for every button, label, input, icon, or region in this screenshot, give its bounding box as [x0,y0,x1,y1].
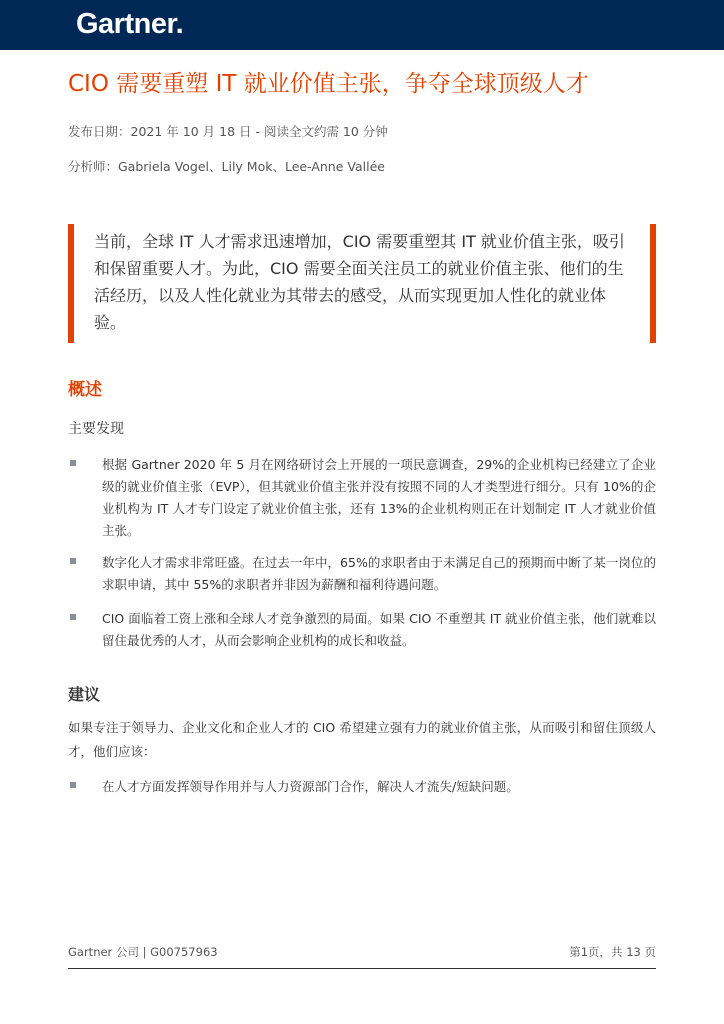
square-bullet-icon [70,614,76,620]
recommendations-heading: 建议 [68,685,101,704]
recommendations-intro: 如果专注于领导力、企业文化和企业人才的 CIO 希望建立强有力的就业价值主张，从而吸引和留住顶级人才，他们应该： [68,720,656,759]
finding-text: 数字化人才需求非常旺盛。在过去一年中，65%的求职者由于未满足自己的预期而中断了某一岗位的求职申请，其中 55%的求职者并非因为薪酬和福利待遇问题。 [102,555,656,592]
finding-text: 根据 Gartner 2020 年 5 月在网络研讨会上开展的一项民意调查，29%的企业机构已经建立了企业级的就业价值主张（EVP），但其就业价值主张并没有按照不同的人才类型进行细分。只有 10%的企业机构为 IT 人才专门设定了就业价值主张，还有 13%的企业机构则正在计划制定 IT 人才就业价值主张。 [102,457,656,538]
publish-info: 发布日期：2021 年 10 月 18 日 - 阅读全文约需 10 分钟 [68,124,388,139]
summary-text: 当前，全球 IT 人才需求迅速增加，CIO 需要重塑其 IT 就业价值主张，吸引和保留重要人才。为此，CIO 需要全面关注员工的就业价值主张、他们的生活经历，以及人性化就业为其带去的感受，从而实现更加人性化的就业体验。 [94,232,625,332]
finding-text: CIO 面临着工资上涨和全球人才竞争激烈的局面。如果 CIO 不重塑其 IT 就业价值主张，他们就难以留住最优秀的人才，从而会影响企业机构的成长和收益。 [102,611,656,648]
footer-divider [68,968,656,969]
square-bullet-icon [70,782,76,788]
page-number: 第1页，共 13 页 [569,945,656,959]
recommendation-text: 在人才方面发挥领导作用并与人力资源部门合作，解决人才流失/短缺问题。 [102,779,519,794]
footer-doc-id: Gartner 公司 | G00757963 [68,945,218,959]
analysts: 分析师：Gabriela Vogel、Lily Mok、Lee-Anne Vallée [68,159,385,174]
document-title: CIO 需要重塑 IT 就业价值主张，争夺全球顶级人才 [68,71,589,97]
summary-callout [68,224,656,343]
top-banner [0,0,724,50]
overview-heading: 概述 [68,380,102,400]
key-findings-heading: 主要发现 [68,421,124,437]
square-bullet-icon [70,558,76,564]
gartner-logo: Gartner. [76,8,184,40]
square-bullet-icon [70,460,76,466]
